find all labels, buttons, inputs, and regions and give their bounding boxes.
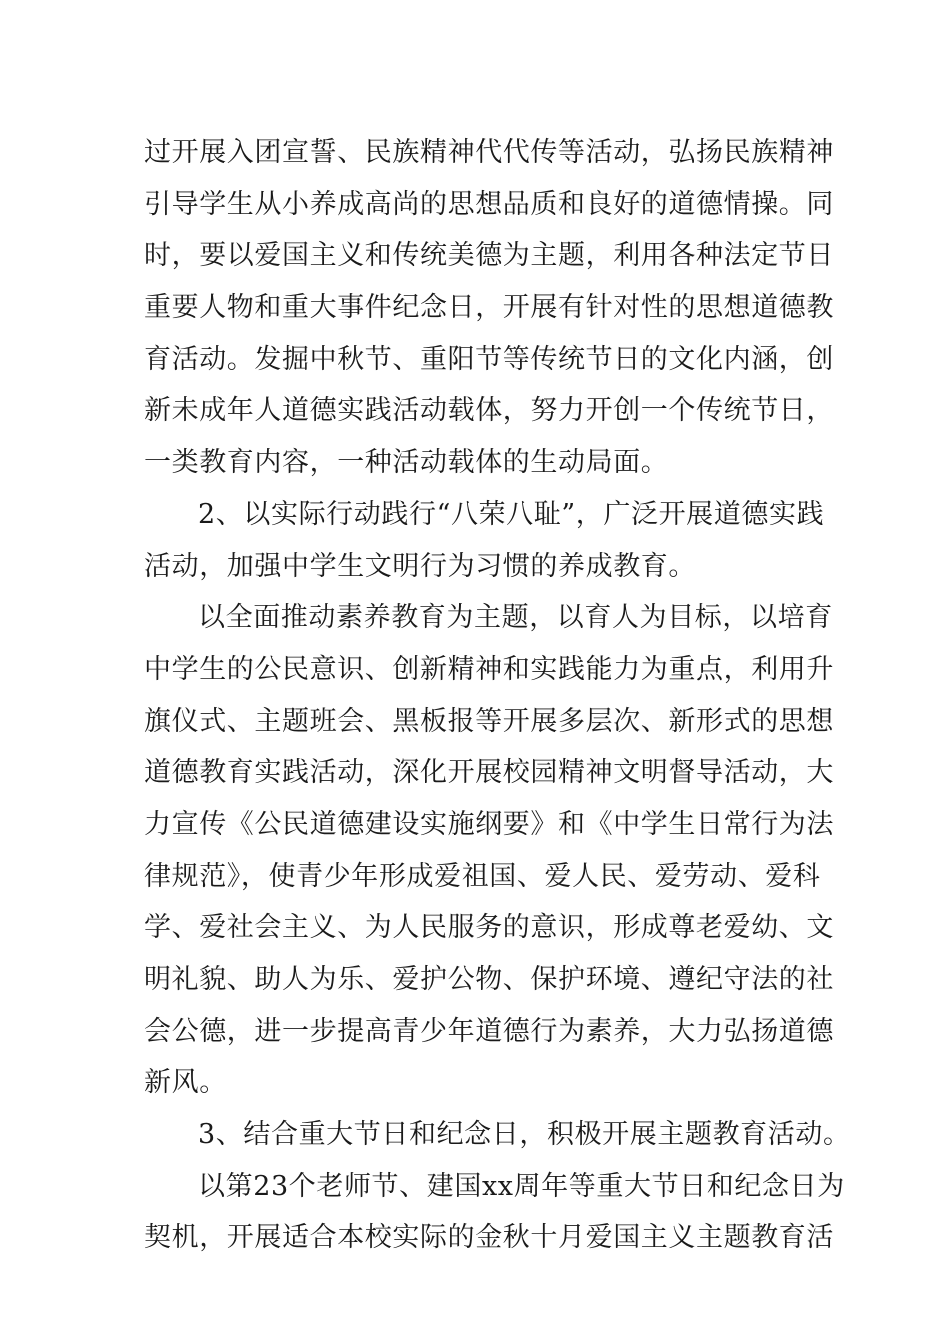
text-line: 过开展入团宣誓、民族精神代代传等活动，弘扬民族精神 bbox=[144, 137, 834, 168]
document-body bbox=[144, 127, 851, 1264]
text-line: 道德教育实践活动，深化开展校园精神文明督导活动，大 bbox=[144, 757, 834, 789]
text-line: 新风。 bbox=[144, 1067, 227, 1099]
text-line: 旗仪式、主题班会、黑板报等开展多层次、新形式的思想 bbox=[144, 705, 834, 737]
text-line: 契机，开展适合本校实际的金秋十月爱国主义主题教育活 bbox=[144, 1222, 834, 1254]
text-line: 育活动。发掘中秋节、重阳节等传统节日的文化内涵，创 bbox=[144, 343, 834, 375]
paragraph-start: 以第23个老师节、建国xx周年等重大节日和纪念日为 bbox=[198, 1170, 845, 1202]
text-line: 力宣传《公民道德建设实施纲要》和《中学生日常行为法 bbox=[144, 808, 834, 840]
text-line: 引导学生从小养成高尚的思想品质和良好的道德情操。同 bbox=[144, 188, 834, 220]
text-line: 中学生的公民意识、创新精神和实践能力为重点，利用升 bbox=[144, 653, 834, 685]
text-line: 时，要以爱国主义和传统美德为主题，利用各种法定节日 bbox=[144, 240, 834, 272]
text-line: 学、爱社会主义、为人民服务的意识，形成尊老爱幼、文 bbox=[144, 912, 834, 944]
text-line: 一类教育内容，一种活动载体的生动局面。 bbox=[144, 447, 669, 479]
section-heading-2: 2、以实际行动践行“八荣八耻”，广泛开展道德实践 bbox=[198, 498, 825, 530]
text-line: 新未成年人道德实践活动载体，努力开创一个传统节日， bbox=[144, 395, 834, 427]
text-line: 会公德，进一步提高青少年道德行为素养，大力弘扬道德 bbox=[144, 1015, 834, 1047]
text-line: 明礼貌、助人为乐、爱护公物、保护环境、遵纪守法的社 bbox=[144, 964, 834, 995]
text-line: 重要人物和重大事件纪念日，开展有针对性的思想道德教 bbox=[144, 292, 834, 324]
section-heading-3: 3、结合重大节日和纪念日，积极开展主题教育活动。 bbox=[198, 1119, 851, 1151]
paragraph-start: 以全面推动素养教育为主题，以育人为目标，以培育 bbox=[198, 602, 833, 634]
text-line: 律规范》，使青少年形成爱祖国、爱人民、爱劳动、爱科 bbox=[144, 860, 821, 892]
text-line: 活动，加强中学生文明行为习惯的养成教育。 bbox=[144, 550, 696, 582]
